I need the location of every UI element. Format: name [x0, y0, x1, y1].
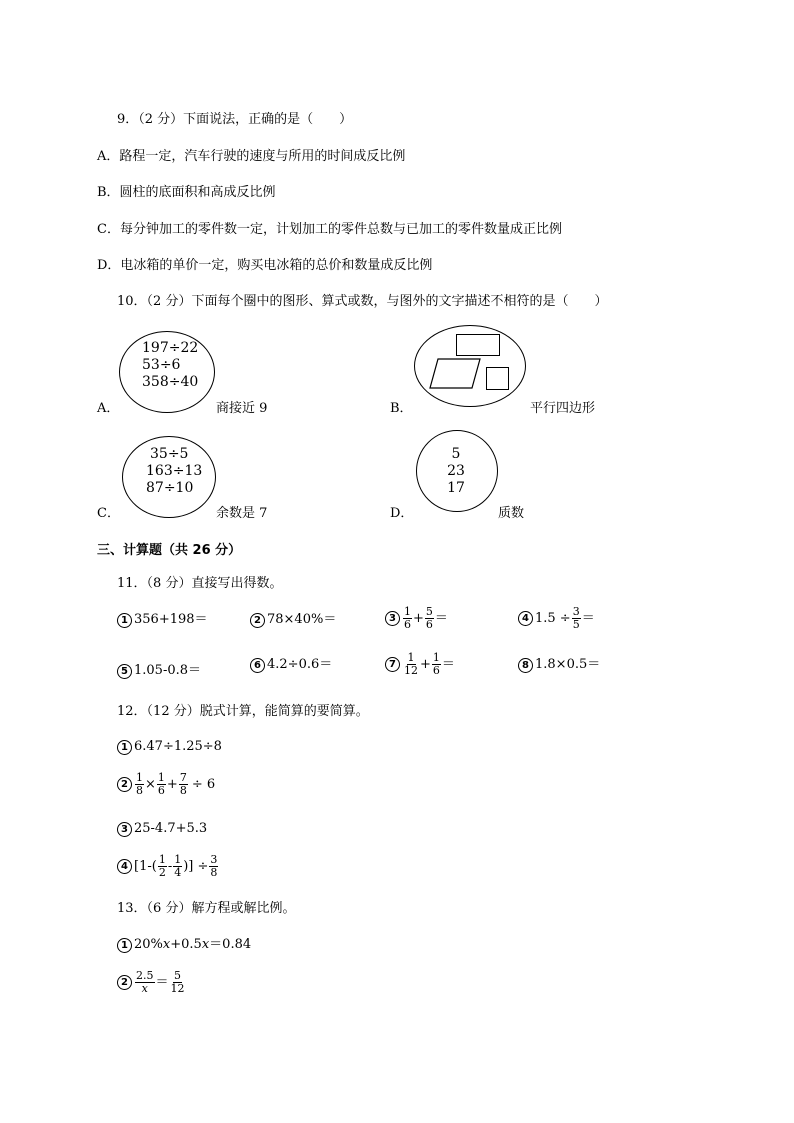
- q10-c-item: 35÷5: [150, 446, 189, 462]
- equals: ＝: [434, 610, 448, 626]
- q11-item: [117, 662, 201, 680]
- fraction: $\frac{1}{6}$: [432, 651, 440, 677]
- expression: 20%: [134, 937, 163, 952]
- q12-item: [117, 820, 207, 838]
- q13-item: [117, 936, 251, 954]
- fraction: $\frac{7}{8}$: [179, 771, 187, 797]
- variable: x: [201, 937, 210, 952]
- fraction: $\frac{5}{12}$: [170, 969, 185, 995]
- item-number: 5: [117, 664, 132, 679]
- q11-stem: 11．（8 分）直接写出得数。: [117, 576, 283, 591]
- q12-item: [117, 772, 215, 797]
- q11-item: [385, 652, 455, 677]
- fraction: $\frac{1}{12}$: [404, 651, 418, 677]
- item-number: 1: [117, 613, 132, 628]
- q10-b-letter: B．: [390, 401, 413, 416]
- expression: 356+198＝: [134, 612, 208, 627]
- expression: )] ÷: [183, 858, 209, 874]
- equals: ＝: [441, 656, 455, 672]
- operator: +: [166, 776, 178, 792]
- expression: 1.05-0.8＝: [134, 663, 202, 678]
- q10-a-item: 53÷6: [142, 357, 181, 373]
- fraction: $\frac{1}{4}$: [174, 853, 182, 879]
- expression: ＝0.84: [209, 937, 252, 952]
- q11-item: [250, 656, 332, 674]
- q10-c-item: 163÷13: [146, 463, 203, 479]
- fraction: $\frac{3}{8}$: [210, 853, 218, 879]
- operator: -: [167, 858, 173, 874]
- q10-c-desc: 余数是 7: [216, 506, 268, 521]
- q10-d-desc: 质数: [498, 506, 525, 521]
- expression: 1.5 ÷: [535, 610, 571, 626]
- section-title: 三、计算题（共 26 分）: [97, 543, 242, 558]
- item-number: 2: [117, 777, 132, 792]
- q10-a-desc: 商接近 9: [216, 401, 268, 416]
- variable: x: [162, 937, 171, 952]
- q10-a-letter: A．: [97, 401, 120, 416]
- fraction: $\frac{1}{2}$: [158, 853, 166, 879]
- q9-option-a: A．路程一定，汽车行驶的速度与所用的时间成反比例: [97, 149, 406, 164]
- fraction: $\frac{3}{5}$: [572, 605, 580, 631]
- expression: 6.47÷1.25÷8: [134, 739, 222, 754]
- item-number: 2: [250, 613, 265, 628]
- q13-stem: 13．（6 分）解方程或解比例。: [117, 901, 296, 916]
- equals: ＝: [155, 974, 169, 990]
- q10-d-item: 17: [447, 480, 465, 496]
- q9-stem: 9．（2 分）下面说法，正确的是（ ）: [117, 112, 353, 127]
- item-number: 4: [117, 859, 132, 874]
- q10-d-letter: D．: [390, 506, 414, 521]
- q10-a-item: 197÷22: [142, 340, 199, 356]
- q12-stem: 12．（12 分）脱式计算，能简算的要简算。: [117, 704, 369, 719]
- q13-item: [117, 970, 187, 995]
- q9-option-d: D．电冰箱的单价一定，购买电冰箱的总价和数量成反比例: [97, 258, 433, 273]
- item-number: 3: [117, 822, 132, 837]
- expression: [1-(: [134, 858, 157, 874]
- item-number: 2: [117, 975, 132, 990]
- q11-item: [518, 656, 600, 674]
- q10-a-item: 358÷40: [142, 374, 199, 390]
- q10-b-square: [486, 367, 509, 390]
- q11-item: [250, 611, 336, 629]
- q12-item: [117, 738, 222, 756]
- q9-option-c: C．每分钟加工的零件数一定，计划加工的零件总数与已加工的零件数量成正比例: [97, 222, 562, 237]
- item-number: 8: [518, 658, 533, 673]
- q11-item: [385, 606, 448, 631]
- fraction: $\frac{1}{6}$: [404, 605, 411, 631]
- expression: +0.5: [170, 937, 202, 952]
- fraction: $\frac{5}{6}$: [425, 605, 433, 631]
- operator: +: [420, 656, 431, 672]
- item-number: 1: [117, 938, 132, 953]
- item-number: 4: [518, 611, 533, 626]
- expression: 4.2÷0.6＝: [267, 657, 333, 672]
- q10-stem: 10．（2 分）下面每个圈中的图形、算式或数，与图外的文字描述不相符的是（ ）: [117, 294, 608, 309]
- q10-c-letter: C．: [97, 506, 120, 521]
- operator: ×: [145, 776, 156, 792]
- item-number: 3: [385, 611, 400, 626]
- expression: 78×40%＝: [267, 612, 337, 627]
- fraction: $\frac{1}{8}$: [136, 771, 143, 797]
- expression: 1.8×0.5＝: [535, 657, 601, 672]
- fraction: $\frac{1}{6}$: [157, 771, 165, 797]
- operator: +: [413, 610, 424, 626]
- q10-b-parallelogram: [428, 357, 484, 391]
- q10-d-item: 5: [451, 446, 461, 462]
- item-number: 7: [385, 657, 400, 672]
- q10-d-item: 23: [447, 463, 465, 479]
- fraction: $\frac{2.5}{x}$: [136, 969, 154, 995]
- expression: ÷ 6: [191, 776, 216, 792]
- q11-item: [117, 611, 208, 629]
- item-number: 1: [117, 740, 132, 755]
- q12-item: [117, 854, 219, 879]
- expression: 25-4.7+5.3: [134, 821, 208, 836]
- q10-c-item: 87÷10: [146, 480, 194, 496]
- q9-option-b: B．圆柱的底面积和高成反比例: [97, 185, 276, 200]
- item-number: 6: [250, 658, 265, 673]
- q10-b-rectangle: [456, 334, 500, 356]
- q10-b-desc: 平行四边形: [530, 401, 596, 416]
- equals: ＝: [581, 610, 595, 626]
- q11-item: [518, 606, 595, 631]
